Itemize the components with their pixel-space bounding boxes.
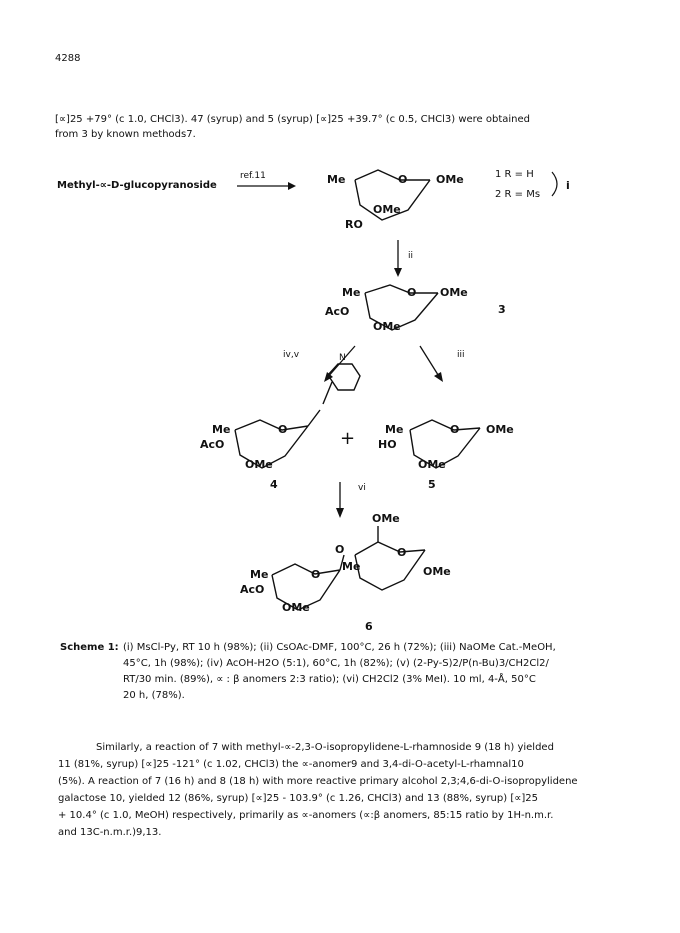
compound-4-structure (200, 353, 360, 471)
r-def-2: 2 R = Ms (495, 189, 541, 200)
compound-5-label: 5 (428, 478, 436, 491)
svg-text:Me: Me (385, 423, 404, 436)
intro-line-1: [∝]25 +79° (c 1.0, CHCl3). 47 (syrup) and 5 (syrup) [∝]25 +39.7° (c 0.5, CHCl3) were obtained (55, 114, 531, 125)
caption-line-1: (i) MsCl-Py, RT 10 h (98%); (ii) CsOAc-DMF, 100°C, 26 h (72%); (iii) NaOMe Cat.-MeOH, (123, 642, 556, 653)
r-def-1: 1 R = H (495, 169, 534, 180)
compound-6-structure (240, 512, 451, 614)
svg-text:AcO: AcO (325, 305, 350, 318)
caption-line-2: 45°C, 1h (98%); (iv) AcOH-H2O (5:1), 60°C, 1h (82%); (v) (2-Py-S)2/P(n-Bu)3/CH2Cl2/ (123, 658, 549, 669)
page-number: 4288 (55, 53, 81, 64)
svg-text:Me: Me (327, 173, 346, 186)
svg-text:Me: Me (342, 286, 361, 299)
svg-text:OMe: OMe (373, 320, 401, 333)
svg-text:AcO: AcO (200, 438, 225, 451)
compound-3-structure (325, 285, 468, 333)
svg-text:O: O (398, 173, 408, 186)
plus-sign: + (340, 428, 356, 449)
step-vi-label: vi (358, 483, 366, 493)
svg-text:OMe: OMe (440, 286, 468, 299)
svg-text:OMe: OMe (418, 458, 446, 471)
svg-text:HO: HO (378, 438, 397, 451)
arrow-i (552, 172, 557, 196)
svg-text:N: N (339, 353, 346, 363)
body-line-3: (5%). A reaction of 7 (16 h) and 8 (18 h) with more reactive primary alcohol 2,3;4,6-di-O-isopropylidene (58, 776, 578, 787)
svg-text:O: O (311, 568, 321, 581)
reaction-scheme (0, 150, 680, 640)
start-material-label: Methyl-∝-D-glucopyranoside (57, 180, 217, 191)
svg-text:OMe: OMe (372, 512, 400, 525)
step-iii-label: iii (457, 350, 465, 360)
step-iv-v-label: iv,v (283, 350, 300, 360)
svg-text:OMe: OMe (373, 203, 401, 216)
body-line-6: and 13C-n.m.r.)9,13. (58, 827, 162, 838)
svg-text:AcO: AcO (240, 583, 265, 596)
compound-5-structure (378, 420, 514, 471)
compound-4-label: 4 (270, 478, 278, 491)
ref-label: ref.11 (240, 171, 266, 181)
svg-text:OMe: OMe (486, 423, 514, 436)
step-i-label: i (566, 179, 570, 192)
caption-line-4: 20 h, (78%). (123, 690, 185, 701)
scheme-caption-label: Scheme 1: (60, 642, 119, 653)
svg-text:OMe: OMe (245, 458, 273, 471)
compound-3-label: 3 (498, 303, 506, 316)
svg-text:Me: Me (212, 423, 231, 436)
svg-text:Me: Me (250, 568, 269, 581)
svg-text:Me: Me (342, 560, 361, 573)
compound-6-label: 6 (365, 620, 373, 633)
compound-1-2-structure (327, 170, 464, 231)
svg-text:O: O (407, 286, 417, 299)
step-ii-label: ii (408, 251, 414, 261)
svg-text:RO: RO (345, 218, 363, 231)
svg-text:O: O (397, 546, 407, 559)
svg-text:OMe: OMe (282, 601, 310, 614)
svg-text:O: O (450, 423, 460, 436)
body-line-4: galactose 10, yielded 12 (86%, syrup) [∝]25 - 103.9° (c 1.26, CHCl3) and 13 (88%, syrup) [∝]25 (58, 793, 538, 804)
svg-text:OMe: OMe (436, 173, 464, 186)
body-line-5: + 10.4° (c 1.0, MeOH) respectively, primarily as ∝-anomers (∝:β anomers, 85:15 ratio by 1H-n.m.r. (58, 810, 554, 821)
caption-line-3: RT/30 min. (89%), ∝ : β anomers 2:3 ratio); (vi) CH2Cl2 (3% MeI). 10 ml, 4-Å, 50°C (123, 674, 536, 685)
body-line-2: 11 (81%, syrup) [∝]25 -121° (c 1.02, CHCl3) the ∝-anomer9 and 3,4-di-O-acetyl-L-rhamnal10 (58, 759, 524, 770)
svg-text:OMe: OMe (423, 565, 451, 578)
intro-line-2: from 3 by known methods7. (55, 129, 196, 140)
svg-text:O: O (335, 543, 345, 556)
arrow-ref (288, 182, 296, 190)
body-line-1: Similarly, a reaction of 7 with methyl-∝-2,3-O-isopropylidene-L-rhamnoside 9 (18 h) yielded (96, 742, 554, 753)
svg-text:O: O (278, 423, 288, 436)
